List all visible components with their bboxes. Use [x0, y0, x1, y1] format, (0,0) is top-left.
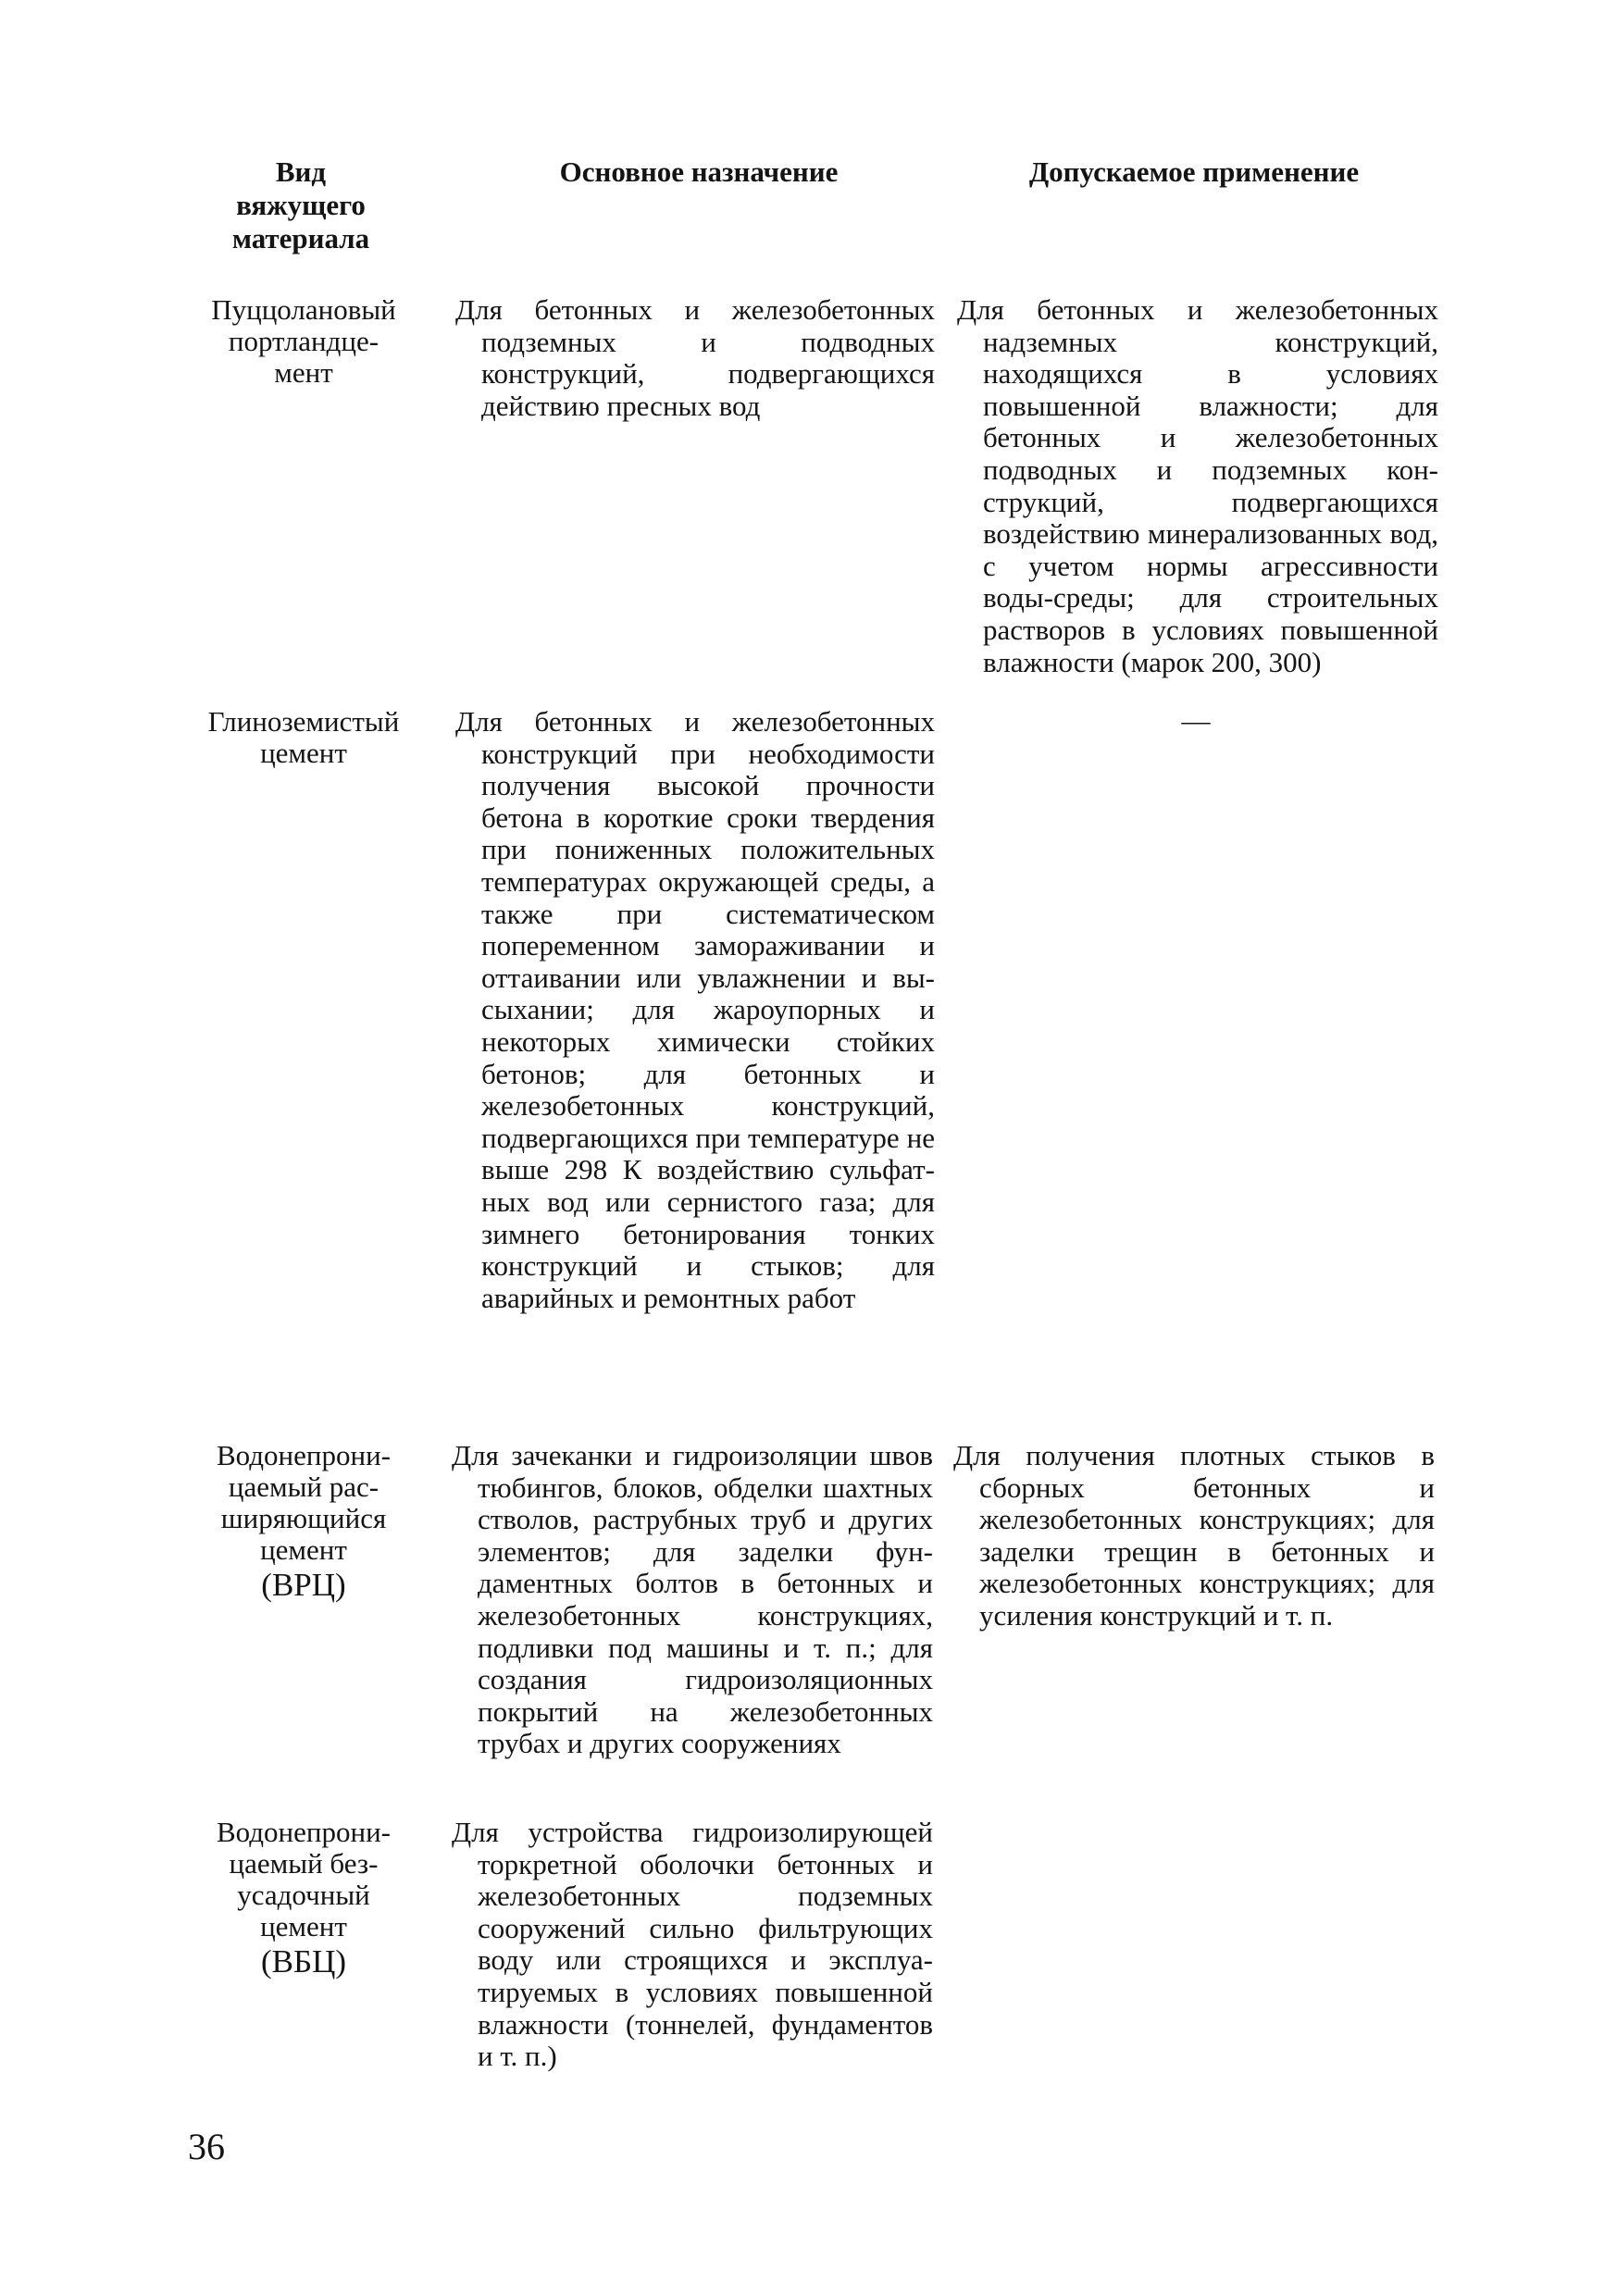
row-name-text: Глиноземистый цемент	[207, 705, 400, 769]
row-primary-alumina-cement	[455, 706, 935, 1314]
row-allowed-vrc-cement	[953, 1440, 1435, 1632]
allowed-use-text: Для получения плотных стыков в сборных бетонных и железобетонных конструкциях; для заделки трещин в бетонных и железобетонных конструкциях; для усиления конструкций и т. п.	[953, 1439, 1435, 1632]
row-name-text: Пуццолановый портландце- мент	[211, 293, 396, 389]
row-name-vbc-cement	[179, 1817, 429, 1980]
primary-purpose-text: Для устройства гидроизолирующей торкретной оболочки бетонных и железобетонных подземных сооружений сильно фильтрующих воду или строящихся и эксплуатируемых в условиях повышенной влажности (тоннелей, фундаментов и т. п.)	[452, 1816, 933, 2073]
header-primary-purpose: Основное назначение	[559, 155, 839, 188]
row-primary-pozzolanic-cement	[455, 294, 935, 422]
row-name-text: Водонепрони- цаемый без- усадочный цемент	[217, 1816, 391, 1942]
header-allowed-use: Допускаемое применение	[1028, 155, 1360, 188]
row-name-vrc-cement	[179, 1440, 429, 1603]
row-name-pozzolanic-cement	[179, 294, 429, 389]
row-name-text: Водонепрони- цаемый рас- ширяющийся цемент	[217, 1439, 391, 1566]
row-primary-vrc-cement	[452, 1440, 933, 1760]
row-name-alumina-cement	[179, 706, 429, 769]
page-number: 36	[188, 2126, 225, 2167]
row-allowed-pozzolanic-cement	[957, 294, 1438, 678]
row-abbreviation: (ВБЦ)	[260, 1943, 347, 1980]
header-binder-type: Вид вяжущего материала	[231, 155, 370, 254]
row-allowed-alumina-cement-dash: —	[1181, 704, 1211, 737]
primary-purpose-text: Для бетонных и железобетонных конструкций при необходимости получения высокой прочности бетона в короткие сроки твердения при пониженных положительных температурах окружающей среды, а также при систематическом попеременном замораживании и оттаивании или увлажнении и высыхании; для жароупорных и некоторых химически стойких бетонов; для бетонных и железобетонных конструкций, подвергающихся при температуре не выше 298 К воздействию сульфатных вод или сернистого газа; для зимнего бетонирования тонких конструкций и стыков; для аварийных и ремонтных работ	[455, 705, 935, 1314]
primary-purpose-text: Для зачеканки и гидроизоляции швов тюбингов, блоков, обделки шахтных стволов, раструбных труб и других элементов; для заделки фундаментных болтов в бетонных и железобетонных конструкциях, подливки под машины и т. п.; для создания гидроизоляционных покрытий на железобетонных трубах и других сооружениях	[452, 1439, 933, 1760]
allowed-use-text: Для бетонных и железобетонных надземных конструкций, находящихся в условиях повышенной влажности; для бетонных и железобетонных подводных и подземных конструкций, подвергающихся воздействию минерализованных вод, с учетом нормы агрессивности воды-среды; для строительных растворов в условиях повышенной влажности (марок 200, 300)	[957, 293, 1438, 678]
primary-purpose-text: Для бетонных и железобетонных подземных и подводных конструкций, подвергающихся действию пресных вод	[455, 293, 935, 422]
row-primary-vbc-cement	[452, 1817, 933, 2073]
row-abbreviation: (ВРЦ)	[261, 1567, 346, 1603]
